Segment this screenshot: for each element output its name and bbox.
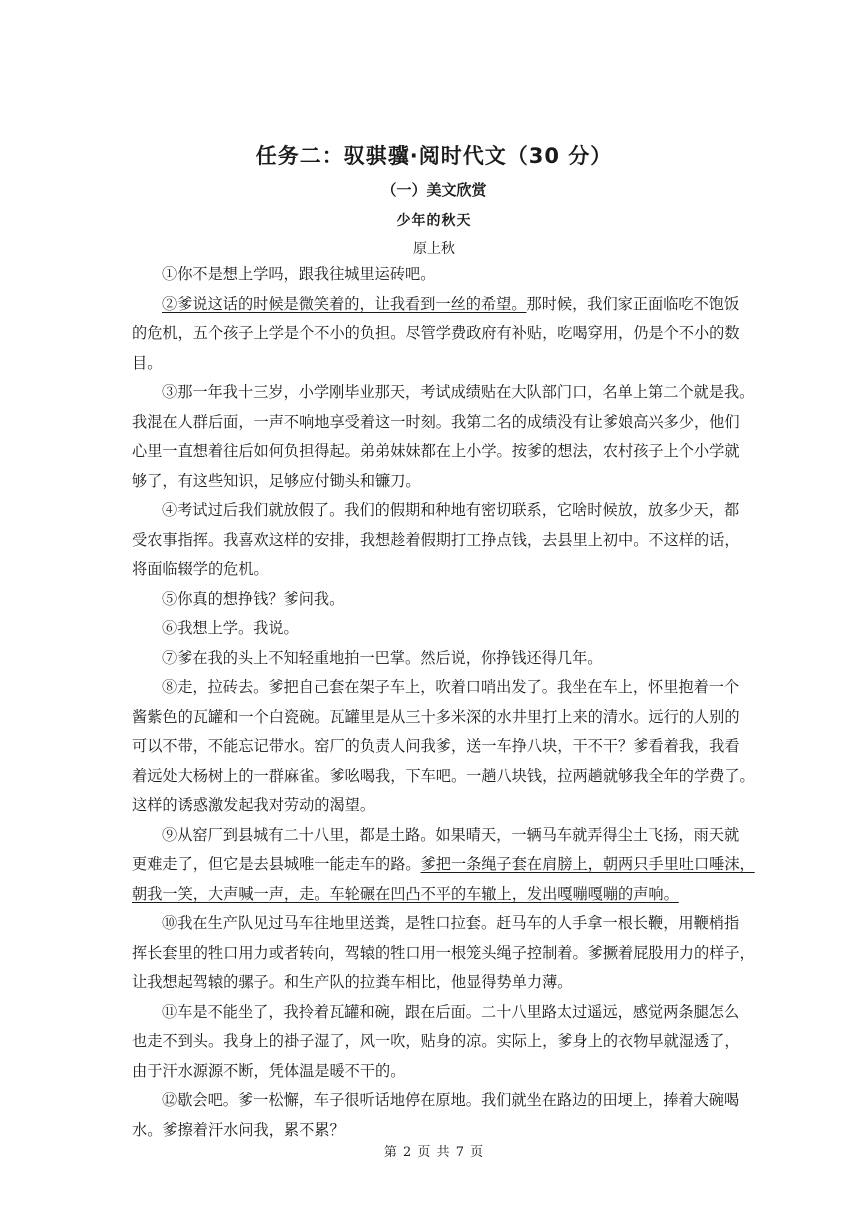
paragraph-line: 水。爹擦着汗水问我，累不累？ xyxy=(132,1120,345,1139)
task-title: 任务二：驭骐骥·阅时代文（30 分） xyxy=(255,144,613,168)
paragraph-line: ⑫歇会吧。爹一松懈，车子很听话地停在原地。我们就坐在路边的田埂上，捧着大碗喝 xyxy=(162,1091,740,1109)
text-segment: 更难走了，但它是去县城唯一能走车的路。 xyxy=(132,855,421,873)
paragraph-line: 够了，有这些知识，足够应付锄头和镰刀。 xyxy=(132,471,421,490)
paragraph-line: 心里一直想着往后如何负担得起。弟弟妹妹都在上小学。按爹的想法，农村孩子上个小学就 xyxy=(132,442,740,460)
paragraph-line: ⑪车是不能坐了，我拎着瓦罐和碗，跟在后面。二十八里路太过遥远，感觉两条腿怎么 xyxy=(162,1002,740,1021)
paragraph-line: 挥长套里的牲口用力或者转向，驾辕的牲口用一根笼头绳子控制着。爹撅着屁股用力的样子， xyxy=(132,943,755,962)
paragraph-line: 酱紫色的瓦罐和一个白瓷碗。瓦罐里是从三十多米深的水井里打上来的清水。远行的人别的 xyxy=(132,707,740,726)
paragraph xyxy=(132,1086,740,1145)
paragraph-line: 我混在人群后面，一声不响地享受着这一时刻。我第二名的成绩没有让爹娘高兴多少，他们 xyxy=(132,412,740,431)
paragraph-line: ⑥我想上学。我说。 xyxy=(162,619,299,637)
paragraph-line: ⑧走，拉砖去。爹把自己套在架子车上，吹着口哨出发了。我坐在车上，怀里抱着一个 xyxy=(162,678,740,696)
article-title: 少年的秋天 xyxy=(396,213,472,229)
paragraph-line xyxy=(132,290,740,320)
paragraph xyxy=(132,496,740,585)
underlined-text: 爹把一条绳子套在肩膀上，朝两只手里吐口唾沫， xyxy=(420,855,755,873)
paragraph-line xyxy=(132,850,755,880)
paragraph xyxy=(132,998,740,1087)
paragraph-line: 将面临辍学的危机。 xyxy=(132,560,269,578)
underlined-text: ②爹说这话的时候是微笑着的，让我看到一丝的希望。 xyxy=(162,294,527,313)
paragraph xyxy=(132,290,740,379)
paragraph-line: 也走不到头。我身上的褂子湿了，风一吹，贴身的凉。实际上，爹身上的衣物早就湿透了， xyxy=(132,1032,740,1050)
paragraph-line: ①你不是想上学吗，跟我往城里运砖吧。 xyxy=(162,265,436,283)
author: 原上秋 xyxy=(413,241,455,257)
paragraph-line: 的危机，五个孩子上学是个不小的负担。尽管学费政府有补贴，吃喝穿用，仍是个不小的数 xyxy=(132,324,740,342)
paragraph-line: ⑦爹在我的头上不知轻重地拍一巴掌。然后说，你挣钱还得几年。 xyxy=(162,648,603,667)
paragraph xyxy=(132,821,755,910)
paragraph-line: 受农事指挥。我喜欢这样的安排，我想趁着假期打工挣点钱，去县里上初中。不这样的话， xyxy=(132,530,740,549)
section-title: （一）美文欣赏 xyxy=(381,181,487,199)
underlined-text: 朝我一笑，大声喊一声，走。车轮碾在凹凸不平的车辙上，发出嘎嘣嘎嘣的声响。 xyxy=(132,884,679,903)
paragraph-line: 由于汗水源源不断，凭体温是暖不干的。 xyxy=(132,1061,406,1080)
paragraph-line: ③那一年我十三岁，小学刚毕业那天，考试成绩贴在大队部门口，名单上第二个就是我。 xyxy=(162,383,755,401)
article-body xyxy=(132,260,755,1145)
paragraph xyxy=(132,614,740,644)
paragraph-line xyxy=(132,880,740,910)
paragraph-line: 目。 xyxy=(132,353,163,372)
paragraph xyxy=(132,673,755,821)
paragraph xyxy=(132,909,755,998)
text-segment: 那时候，我们家正面临吃不饱饭 xyxy=(526,294,740,313)
paragraph-line: ⑤你真的想挣钱？爹问我。 xyxy=(162,589,345,608)
paragraph-line: 着远处大杨树上的一群麻雀。爹吆喝我，下车吧。一趟八块钱，拉两趟就够我全年的学费了。 xyxy=(132,766,755,785)
paragraph-line: ⑨从窑厂到县城有二十八里，都是土路。如果晴天，一辆马车就弄得尘土飞扬，雨天就 xyxy=(162,825,740,844)
paragraph xyxy=(132,585,740,615)
paragraph xyxy=(132,260,740,290)
paragraph-line: ⑩我在生产队见过马车往地里送粪，是牲口拉套。赶马车的人手拿一根长鞭，用鞭梢指 xyxy=(162,914,740,932)
page-footer: 第 2 页 共 7 页 xyxy=(383,1145,485,1160)
paragraph-line: 可以不带，不能忘记带水。窑厂的负责人问我爹，送一车挣八块，干不干？爹看着我，我看 xyxy=(132,737,740,755)
paragraph-line: 这样的诱惑激发起我对劳动的渴望。 xyxy=(132,796,375,814)
paragraph-line: ④考试过后我们就放假了。我们的假期和种地有密切联系，它啥时候放，放多少天，都 xyxy=(162,501,740,519)
paragraph xyxy=(132,378,755,496)
paragraph xyxy=(132,644,740,674)
paragraph-line: 让我想起驾辕的骡子。和生产队的拉粪车相比，他显得势单力薄。 xyxy=(132,973,573,991)
